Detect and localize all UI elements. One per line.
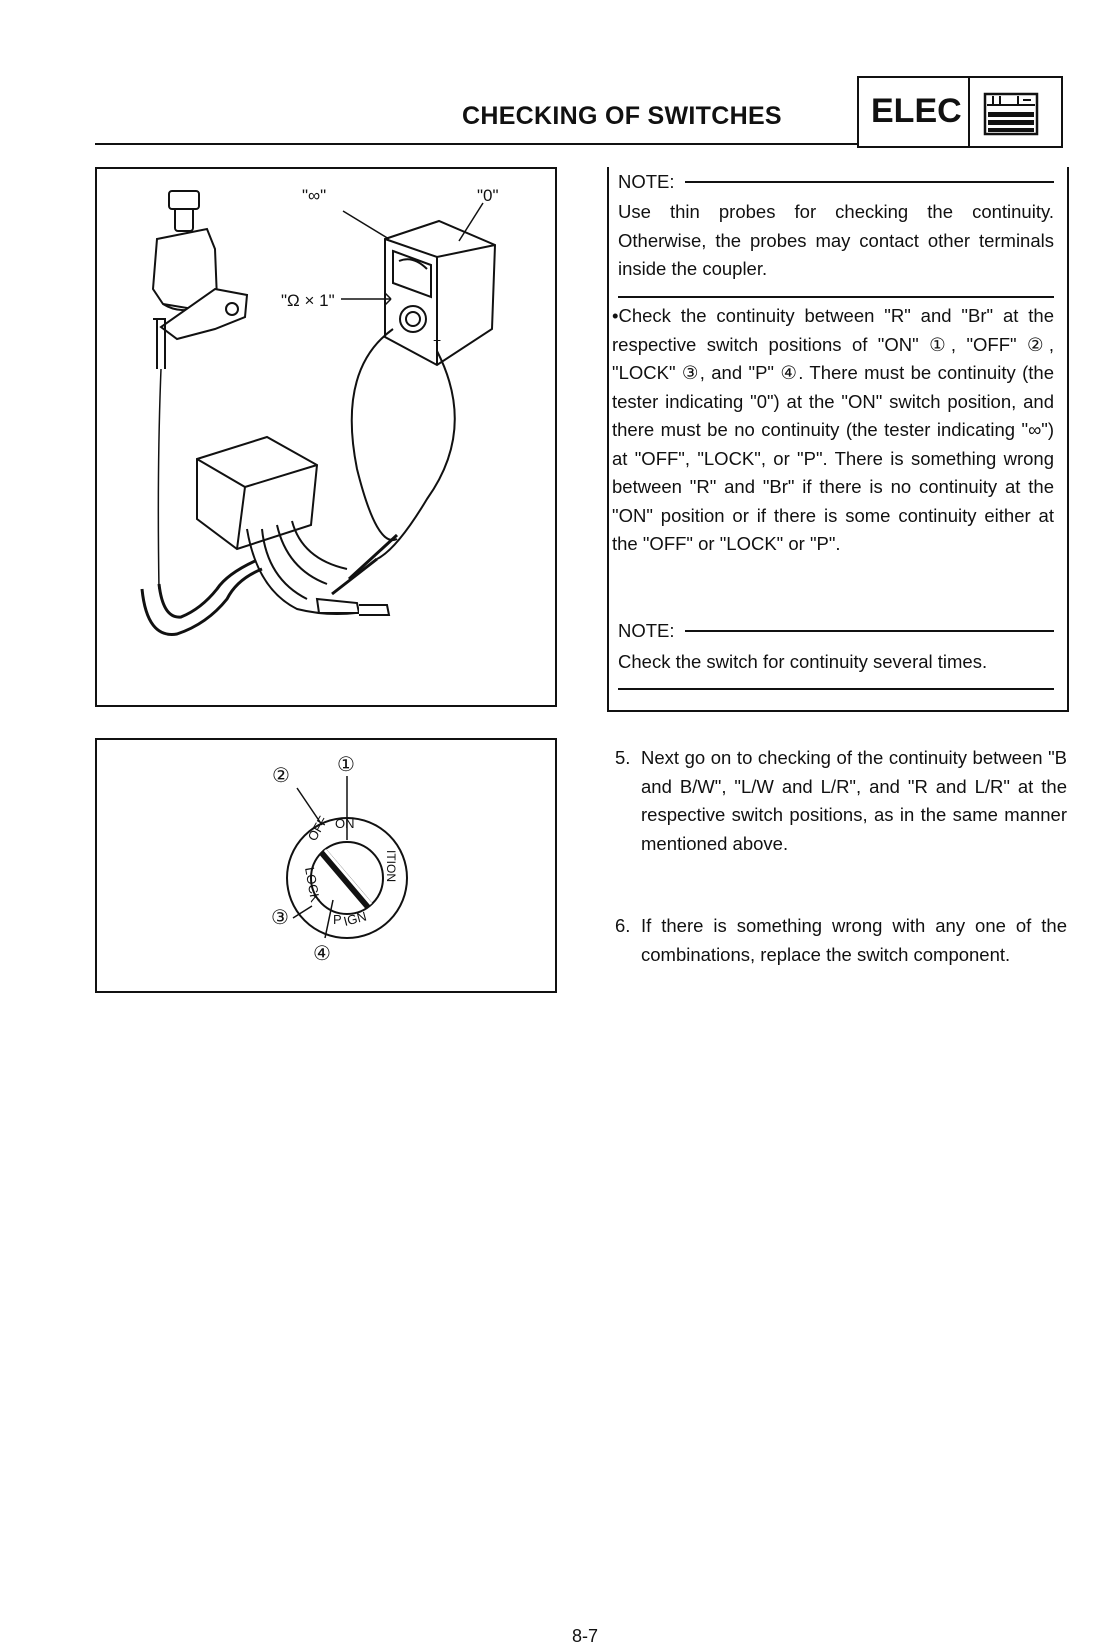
note2-text: Check the switch for continuity several times. <box>618 651 988 672</box>
svg-text:+: + <box>433 332 442 348</box>
callout-4: ④ <box>313 943 331 965</box>
note2-heading-rule <box>685 630 1054 632</box>
note1-end-rule <box>618 296 1054 298</box>
note1-heading-rule <box>685 181 1054 183</box>
tester-illustration <box>95 167 557 707</box>
dial-lock: LOCK <box>302 865 323 904</box>
note1-text: Use thin probes for checking the continuity. Otherwise, the probes may contact other terminals inside the coupler. <box>618 201 1054 279</box>
key-switch-dial-illustration <box>95 738 557 993</box>
dial-ign: IGN <box>341 908 369 929</box>
note1-heading-row <box>618 167 1054 197</box>
dial-ition: ITION <box>384 850 398 882</box>
section-divider <box>968 78 970 146</box>
note2-heading-row <box>618 616 1054 646</box>
label-zero: "0" <box>477 186 499 205</box>
dial-on: ON <box>335 816 355 831</box>
dial-p: P <box>333 912 342 927</box>
page-number: 8-7 <box>572 1626 599 1646</box>
note2-end-rule <box>618 688 1054 690</box>
note1-heading: NOTE: <box>618 171 675 192</box>
step-number: 5. <box>615 747 631 768</box>
step-5 <box>615 744 1067 858</box>
header-rule <box>95 143 857 145</box>
step-text: Next go on to checking of the continuity between "B and B/W", "L/W and L/R", and "R and L/R" at the respective switch positions, as in the same manner mentioned above. <box>641 747 1067 854</box>
section-tab <box>857 76 1063 148</box>
electrical-battery-icon <box>983 88 1041 138</box>
bullet-text: •Check the continuity between "R" and "Br" at the respective switch positions of "ON" ①, "OFF" ②, "LOCK" ③, and "P" ④. There must be continuity (the tester indicating "0") at the "ON" switch position, and there must be no continuity (the tester indicating "∞") at "OFF", "LOCK", or "P". There is something wrong between "R" and "Br" if there is no continuity at the "ON" position or if there is some continuity either at the "OFF" or "LOCK" or "P". <box>612 305 1054 554</box>
key-switch-dial <box>97 740 555 991</box>
callout-3: ③ <box>271 907 289 929</box>
step-number: 6. <box>615 915 631 936</box>
section-label: ELEC <box>871 92 962 130</box>
step-6 <box>615 912 1067 969</box>
label-infinity: "∞" <box>302 186 327 205</box>
tester-diagram <box>97 169 555 705</box>
callout-1: ① <box>337 754 355 776</box>
step-text: If there is something wrong with any one of the combinations, replace the switch component. <box>641 915 1067 965</box>
callout-2: ② <box>272 765 290 787</box>
note2-heading: NOTE: <box>618 620 675 641</box>
page-title: CHECKING OF SWITCHES <box>462 102 782 130</box>
label-range: "Ω × 1" <box>281 291 335 310</box>
dial-off: OFF <box>304 813 331 844</box>
